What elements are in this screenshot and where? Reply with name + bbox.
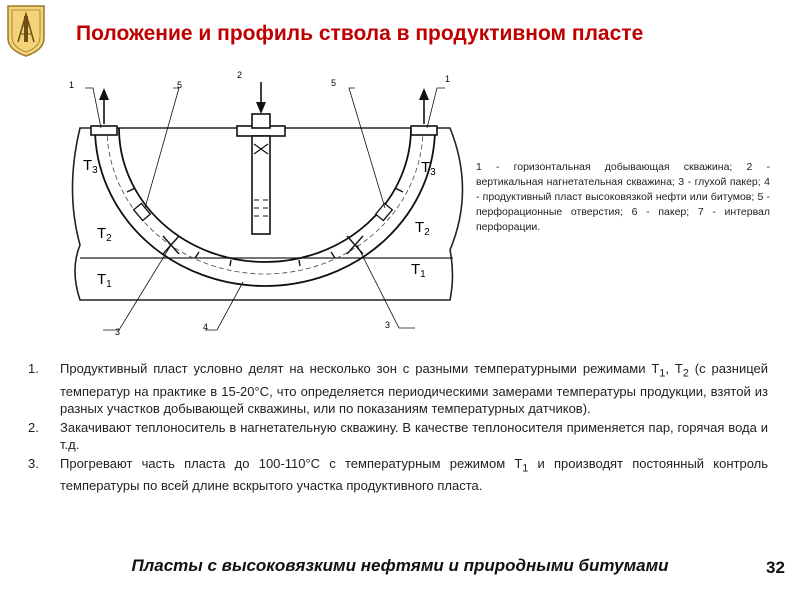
label-3-right: 3 xyxy=(385,320,391,330)
arrow-up-icon xyxy=(419,88,429,100)
label-4: 4 xyxy=(203,322,209,332)
page-number: 32 xyxy=(766,558,785,577)
zone-t3-right: $T_3$ xyxy=(421,159,436,178)
arrow-down-icon xyxy=(256,102,266,114)
slide-footer: Пласты с высоковязкими нефтями и природными битумами xyxy=(131,556,669,575)
process-steps-list xyxy=(28,360,768,496)
list-item: 1. Продуктивный пласт условно делят на несколько зон с разными температурными режимами $Т_1$, $Т_2$ (с разницей температур на практике в 15-20°С, что определяется периодическими замерами температуры продукции, взятой из разных участков добывающей скважины, или по показаниям температурных датчиков). xyxy=(28,361,769,416)
university-logo-icon xyxy=(4,2,48,58)
slide-title: Положение и профиль ствола в продуктивном пласте xyxy=(76,22,644,45)
label-5-right: 5 xyxy=(331,78,337,88)
well-profile-diagram xyxy=(55,60,475,340)
zone-t2-right: $T_2$ xyxy=(415,219,430,238)
label-5-left: 5 xyxy=(177,80,183,90)
packer-left xyxy=(134,203,151,220)
label-1-left: 1 xyxy=(69,80,75,90)
label-2: 2 xyxy=(237,70,243,80)
list-item: 2. Закачивают теплоноситель в нагнетательную скважину. В качестве теплоносителя применяется пар, горячая вода и т.д. xyxy=(28,419,768,452)
list-item-number: 2. xyxy=(28,419,39,435)
label-3-left: 3 xyxy=(115,327,121,337)
arrow-up-icon xyxy=(99,88,109,100)
well-head-left xyxy=(91,126,117,135)
list-item-number: 3. xyxy=(28,455,39,471)
list-item: 3. Прогревают часть пласта до 100-110°С с температурным режимом $Т_1$ и производят постоянный контроль температуры по всей длине вскрытого участка продуктивного пласта. xyxy=(28,455,768,494)
zone-t1-right: $T_1$ xyxy=(411,261,426,280)
label-1-right: 1 xyxy=(445,74,451,84)
zone-t3-left: $T_3$ xyxy=(83,157,98,176)
well-head-right xyxy=(411,126,437,135)
injection-well-top xyxy=(252,114,270,128)
zone-t2-left: $T_2$ xyxy=(97,225,112,244)
injection-well-bore xyxy=(252,136,270,234)
diagram-caption: 1 - горизонтальная добывающая скважина; 2 - вертикальная нагнетательная скважина; 3 - глухой пакер; 4 - продуктивный пласт высоковязкой нефти или битумов; 5 - перфорационные отверстия; 6 - пакер; 7 - интервал перфорации. xyxy=(476,161,770,233)
list-item-number: 1. xyxy=(28,361,39,376)
zone-t1-left: $T_1$ xyxy=(97,271,112,290)
